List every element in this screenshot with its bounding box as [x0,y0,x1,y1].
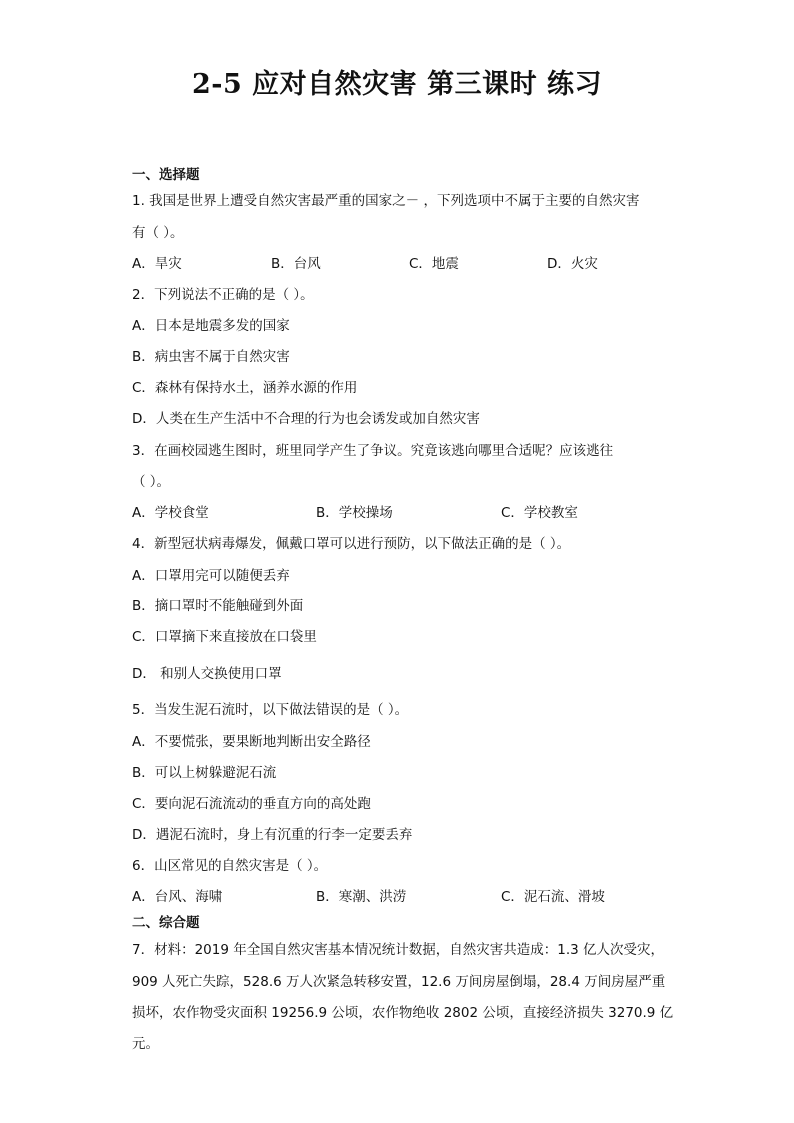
q3-option-c: C．学校教室 [501,505,578,521]
question-1-line-1: 1. 我国是世界上遭受自然灾害最严重的国家之－ ，下列选项中不属于主要的自然灾害 [132,193,640,209]
q3-option-a: A．学校食堂 [132,505,209,521]
question-6-stem: 6．山区常见的自然灾害是（ ）。 [132,858,328,874]
q5-option-c: C．要向泥石流流动的垂直方向的高处跑 [132,796,371,812]
q2-option-d: D．人类在生产生活中不合理的行为也会诱发或加自然灾害 [132,411,480,427]
question-7-line-3: 损坏，农作物受灾面积 19256.9 公顷，农作物绝收 2802 公顷，直接经济损失 3270.9 亿 [132,1005,674,1021]
question-1-line-2: 有（ ）。 [132,225,184,241]
q3-option-b: B．学校操场 [316,505,393,521]
question-7-line-4: 元。 [132,1036,159,1052]
section-heading-choice: 一、选择题 [132,167,200,183]
question-5-stem: 5．当发生泥石流时，以下做法错误的是（ ）。 [132,702,409,718]
q6-option-a: A．台风、海啸 [132,889,223,905]
q1-option-b: B．台风 [271,256,321,272]
q5-option-a: A．不要慌张，要果断地判断出安全路径 [132,734,371,750]
question-2-stem: 2．下列说法不正确的是（ ）。 [132,287,314,303]
question-3-line-1: 3．在画校园逃生图时，班里同学产生了争议。究竟该逃向哪里合适呢？应该逃往 [132,443,614,459]
q1-option-a: A．旱灾 [132,256,182,272]
q4-option-c: C．口罩摘下来直接放在口袋里 [132,629,317,645]
q4-option-a: A．口罩用完可以随便丢弃 [132,568,290,584]
q2-option-a: A．日本是地震多发的国家 [132,318,290,334]
q1-option-d: D．火灾 [547,256,598,272]
page-title: 2-5 应对自然灾害 第三课时 练习 [192,69,602,100]
q1-option-c: C．地震 [409,256,459,272]
q5-option-d: D．遇泥石流时，身上有沉重的行李一定要丢弃 [132,827,413,843]
q6-option-c: C．泥石流、滑坡 [501,889,605,905]
question-4-stem: 4．新型冠状病毒爆发，佩戴口罩可以进行预防，以下做法正确的是（ ）。 [132,536,571,552]
question-3-line-2: （ ）。 [132,474,171,490]
q4-option-b: B．摘口罩时不能触碰到外面 [132,598,304,614]
section-heading-comprehensive: 二、综合题 [132,915,200,931]
q4-option-d: D． 和别人交换使用口罩 [132,666,282,682]
question-7-line-2: 909 人死亡失踪，528.6 万人次紧急转移安置，12.6 万间房屋倒塌，28.4 万间房屋严重 [132,974,666,990]
q5-option-b: B．可以上树躲避泥石流 [132,765,277,781]
q2-option-c: C．森林有保持水土，涵养水源的作用 [132,380,358,396]
q6-option-b: B．寒潮、洪涝 [316,889,407,905]
q2-option-b: B．病虫害不属于自然灾害 [132,349,290,365]
question-7-line-1: 7．材料：2019 年全国自然灾害基本情况统计数据，自然灾害共造成：1.3 亿人次受灾， [132,942,664,958]
